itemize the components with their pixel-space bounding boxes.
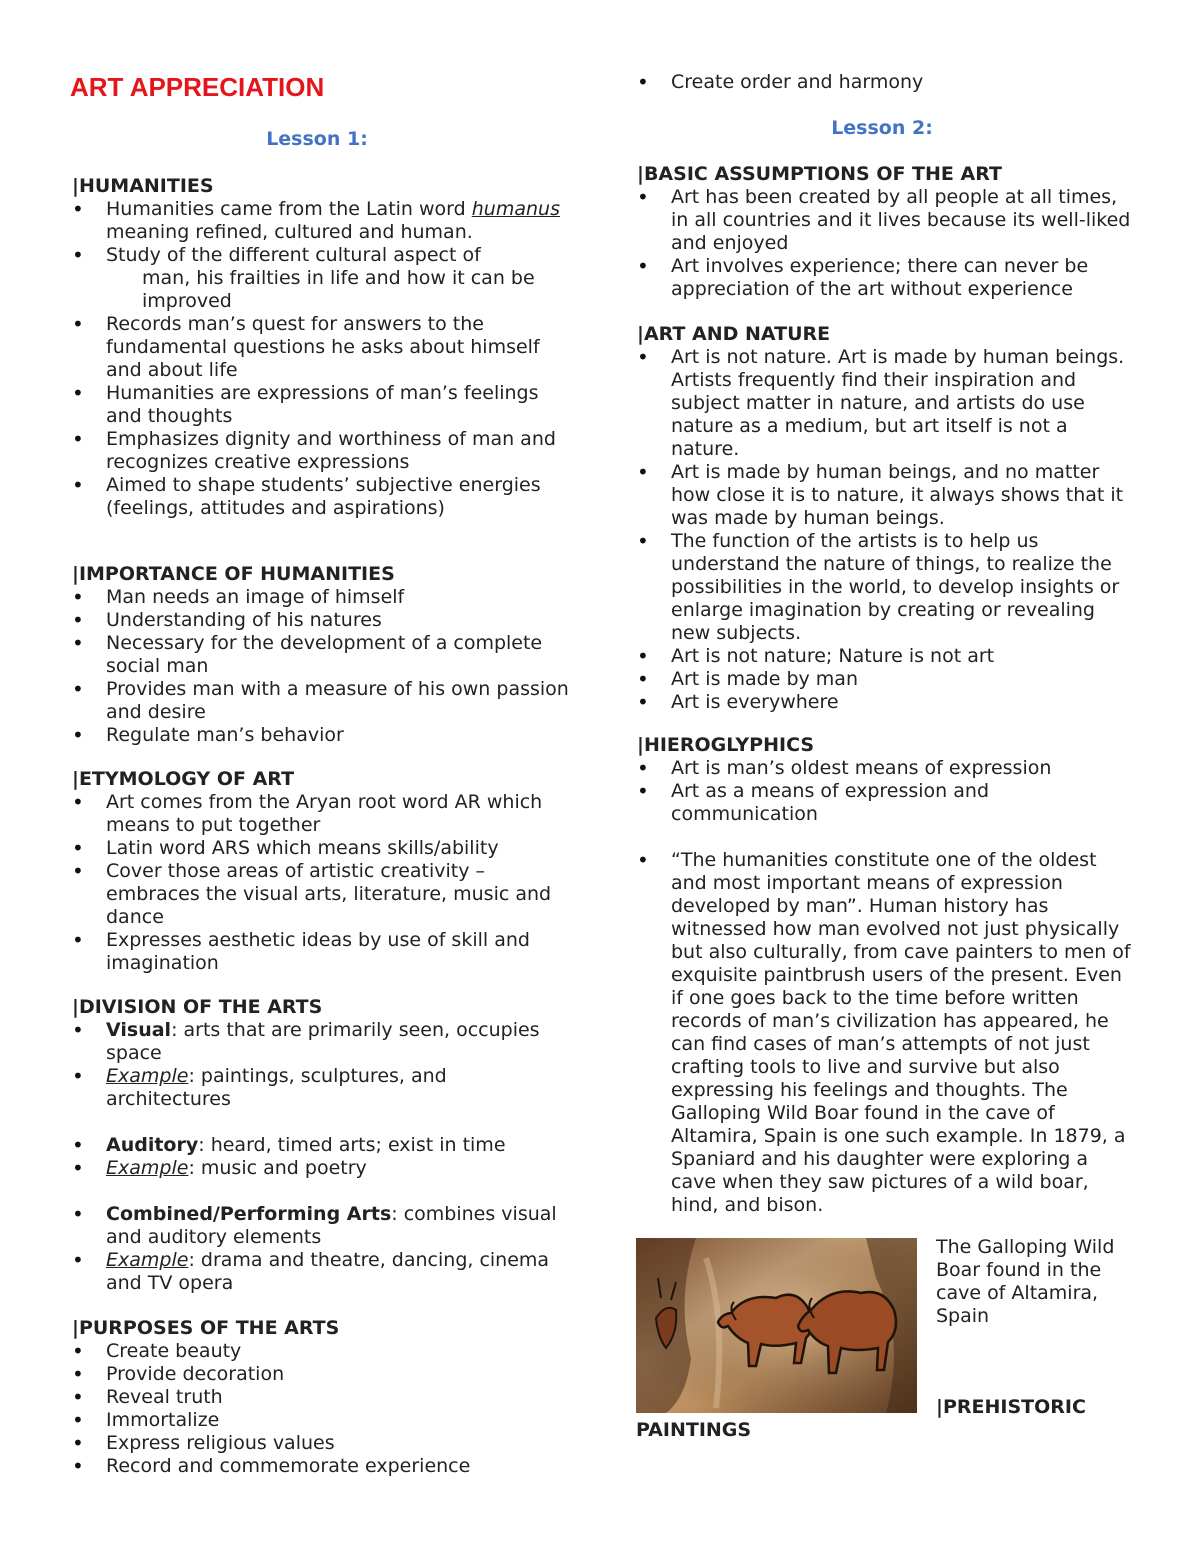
list-item: • Record and commemorate experience [72,1455,572,1478]
list-item: • Example: drama and theatre, dancing, cinema and TV opera [72,1249,572,1295]
list-item: • Provides man with a measure of his own passion and desire [72,678,572,724]
importance-heading: |IMPORTANCE OF HUMANITIES [72,563,395,585]
visual-term: Visual [106,1019,172,1041]
auditory-term: Auditory [106,1134,199,1156]
humanities-section [72,175,572,520]
list-item: • Art as a means of expression and communication [637,780,1132,826]
list-item: • Art has been created by all people at all times, in all countries and it lives because its well-liked and enjoyed [637,186,1132,255]
prehistoric-heading-continued: PAINTINGS [636,1419,752,1441]
list-item: • Art is made by human beings, and no matter how close it is to nature, it always shows that it was made by human beings. [637,461,1132,530]
art-nature-list [637,346,1132,714]
list-item: • Study of the different cultural aspect of man, his frailties in life and how it can be improved [72,244,572,313]
lesson-1-title: Lesson 1: [266,128,368,150]
list-item: • Express religious values [72,1432,572,1455]
list-item: • Reveal truth [72,1386,572,1409]
purposes-heading: |PURPOSES OF THE ARTS [72,1317,340,1339]
cave-painting-image [636,1238,917,1413]
list-item: • Example: music and poetry [72,1157,572,1180]
humanities-list [72,198,572,520]
art-nature-section [637,323,1132,714]
lesson-2-title: Lesson 2: [831,117,933,139]
list-item: • Immortalize [72,1409,572,1432]
list-item: • Provide decoration [72,1363,572,1386]
list-item: • Emphasizes dignity and worthiness of man and recognizes creative expressions [72,428,572,474]
division-list [72,1019,572,1111]
list-item: • Man needs an image of himself [72,586,572,609]
list-item: • Auditory: heard, timed arts; exist in time [72,1134,572,1157]
division-section [72,996,572,1295]
importance-list [72,586,572,747]
list-item: • Latin word ARS which means skills/ability [72,837,572,860]
latin-term: humanus [471,198,560,220]
list-item: • Records man’s quest for answers to the fundamental questions he asks about himself and about life [72,313,572,382]
example-label: Example [106,1249,189,1271]
list-item: • Visual: arts that are primarily seen, occupies space [72,1019,572,1065]
assumptions-section [637,163,1132,301]
hieroglyphics-section [637,734,1132,1217]
list-item: • Humanities came from the Latin word humanus meaning refined, cultured and human. [72,198,572,244]
document-title: ART APPRECIATION [70,72,325,102]
importance-section [72,563,572,747]
list-item: • Art comes from the Aryan root word AR which means to put together [72,791,572,837]
list-item: • Art involves experience; there can never be appreciation of the art without experience [637,255,1132,301]
list-item: • Aimed to shape students’ subjective energies (feelings, attitudes and aspirations) [72,474,572,520]
list-item: • Art is not nature; Nature is not art [637,645,1132,668]
list-item: • Understanding of his natures [72,609,572,632]
list-item: • The function of the artists is to help us understand the nature of things, to realize the possibilities in the world, to develop insights or enlarge imagination by creating or revealing new subjects. [637,530,1132,645]
combined-term: Combined/Performing Arts [106,1203,392,1225]
bison-painting-illustration [636,1238,917,1413]
assumptions-list [637,186,1132,301]
list-item: • Art is made by man [637,668,1132,691]
list-item: • Art is man’s oldest means of expression [637,757,1132,780]
prehistoric-heading: |PREHISTORIC [936,1396,1086,1418]
example-label: Example [106,1065,189,1087]
purposes-section [72,1317,572,1478]
figure-caption: The Galloping Wild Boar found in the cave of Altamira, Spain [936,1236,1115,1327]
purposes-continued [637,71,1132,94]
etymology-list [72,791,572,975]
hieroglyphics-heading: |HIEROGLYPHICS [637,734,815,756]
list-item: • Art is not nature. Art is made by human beings. Artists frequently find their inspiration and subject matter in nature, and artists do use nature as a medium, but art itself is not a nature. [637,346,1132,461]
list-item: • Combined/Performing Arts: combines visual and auditory elements [72,1203,572,1249]
humanities-heading: |HUMANITIES [72,175,214,197]
list-item: • Example: paintings, sculptures, and architectures [72,1065,572,1111]
division-heading: |DIVISION OF THE ARTS [72,996,323,1018]
list-item: • Expresses aesthetic ideas by use of skill and imagination [72,929,572,975]
list-item: • Create order and harmony [637,71,1132,94]
art-nature-heading: |ART AND NATURE [637,323,831,345]
hieroglyphics-list [637,757,1132,826]
list-item: • Regulate man’s behavior [72,724,572,747]
quote-paragraph: • “The humanities constitute one of the oldest and most important means of expression developed by man”. Human history has witnessed how man evolved not just physically but also culturally, from cave painters to men of exquisite paintbrush users of the present. Even if one goes back to the time before written records of man’s civilization has appeared, he can find cases of man’s attempts of not just crafting tools to live and survive but also expressing his feelings and thoughts. The Galloping Wild Boar found in the cave of Altamira, Spain is one such example. In 1879, a Spaniard and his daughter were exploring a cave when they saw pictures of a wild boar, hind, and bison. [637,849,1132,1217]
purposes-list [72,1340,572,1478]
etymology-heading: |ETYMOLOGY OF ART [72,768,295,790]
list-item: • Art is everywhere [637,691,1132,714]
list-item: • Cover those areas of artistic creativity – embraces the visual arts, literature, music and dance [72,860,572,929]
list-item: • Create beauty [72,1340,572,1363]
etymology-section [72,768,572,975]
list-item: • Necessary for the development of a complete social man [72,632,572,678]
list-item: • Humanities are expressions of man’s feelings and thoughts [72,382,572,428]
assumptions-heading: |BASIC ASSUMPTIONS OF THE ART [637,163,1002,185]
example-label: Example [106,1157,189,1179]
